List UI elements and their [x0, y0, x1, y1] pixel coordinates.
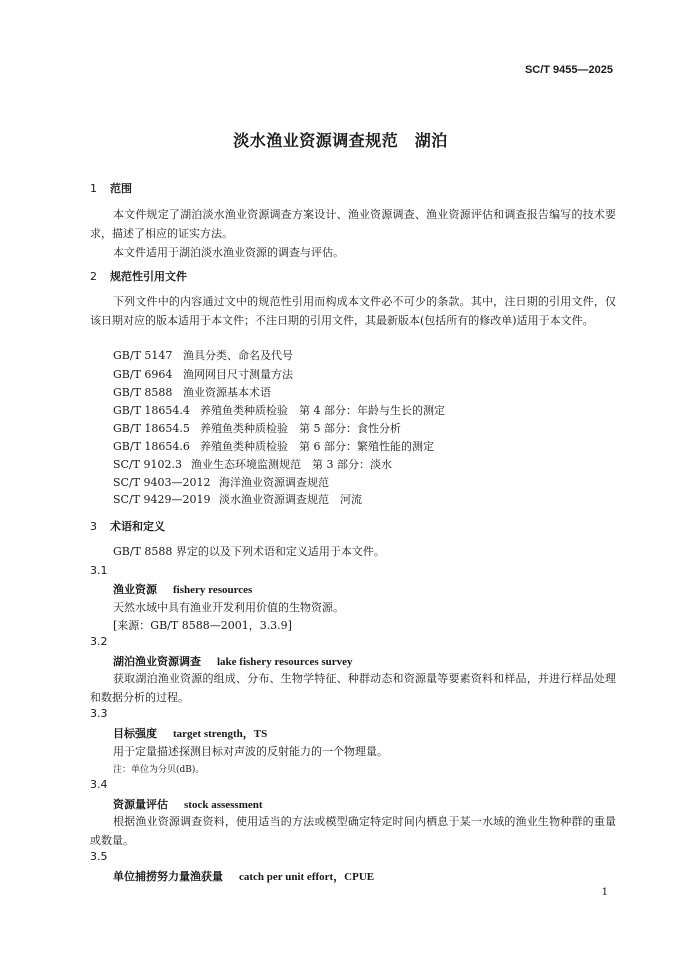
- term-zh: 渔业资源: [113, 583, 157, 596]
- term-note: 注：单位为分贝(dB)。: [113, 765, 205, 775]
- term-zh: 目标强度: [113, 727, 157, 740]
- reference-title: 渔业生态环境监测规范 第 3 部分：淡水: [191, 458, 392, 471]
- reference-item: [113, 384, 271, 400]
- paragraph: 下列文件中的内容通过文中的规范性引用而构成本文件必不可少的条款。其中，注日期的引用文件，仅该日期对应的版本适用于本文件；不注日期的引用文件，其最新版本(包括所有的修改单)适用于本文件。: [90, 295, 616, 327]
- term-heading: [113, 796, 263, 812]
- section-number: 2: [90, 270, 97, 283]
- section-heading-2: [90, 268, 187, 284]
- term-heading: [113, 581, 252, 597]
- reference-title: 渔网网目尺寸测量方法: [183, 368, 293, 381]
- reference-title: 养殖鱼类种质检验 第 4 部分：年龄与生长的测定: [200, 404, 445, 417]
- paragraph: 本文件规定了湖泊淡水渔业资源调查方案设计、渔业资源调查、渔业资源评估和调查报告编写的技术要求，描述了相应的证实方法。: [90, 208, 616, 240]
- term-definition: 用于定量描述探测目标对声波的反射能力的一个物理量。: [113, 745, 388, 758]
- term-en: target strength，TS: [173, 728, 268, 740]
- reference-code: GB/T 18654.4: [113, 404, 190, 417]
- reference-code: GB/T 5147: [113, 349, 173, 362]
- reference-code: GB/T 6964: [113, 368, 173, 381]
- terms-intro: GB/T 8588 界定的以及下列术语和定义适用于本文件。: [113, 545, 385, 558]
- paragraph: 根据渔业资源调查资料，使用适当的方法或模型确定特定时间内栖息于某一水域的渔业生物种群的重量或数量。: [90, 815, 616, 847]
- section-title: 规范性引用文件: [110, 270, 187, 283]
- reference-title: 养殖鱼类种质检验 第 6 部分：繁殖性能的测定: [200, 440, 434, 453]
- term-definition: 天然水域中具有渔业开发利用价值的生物资源。: [113, 601, 344, 614]
- term-source: [来源：GB/T 8588—2001，3.3.9]: [113, 619, 292, 632]
- term-zh: 资源量评估: [113, 798, 168, 811]
- reference-title: 渔业资源基本术语: [183, 386, 271, 399]
- reference-code: SC/T 9429—2019: [113, 493, 211, 506]
- reference-item: [113, 474, 329, 490]
- term-number: 3.2: [90, 635, 108, 648]
- term-definition: [90, 669, 616, 707]
- section-number: 3: [90, 520, 97, 533]
- scope-text: [90, 205, 616, 262]
- standard-code: SC/T 9455—2025: [524, 64, 613, 76]
- reference-code: GB/T 8588: [113, 386, 173, 399]
- normative-intro: [90, 292, 616, 330]
- page-number: 1: [601, 887, 608, 898]
- term-number: 3.5: [90, 850, 108, 863]
- term-definition: [90, 812, 616, 850]
- term-en: fishery resources: [173, 584, 253, 596]
- reference-code: SC/T 9102.3: [113, 458, 182, 471]
- reference-item: [113, 366, 293, 382]
- term-zh: 单位捕捞努力量渔获量: [113, 870, 223, 883]
- reference-code: SC/T 9403—2012: [113, 476, 211, 489]
- reference-item: [113, 402, 445, 418]
- reference-title: 海洋渔业资源调查规范: [219, 476, 329, 489]
- reference-title: 淡水渔业资源调查规范 河流: [219, 493, 362, 506]
- paragraph: 本文件适用于湖泊淡水渔业资源的调查与评估。: [113, 246, 344, 259]
- reference-code: GB/T 18654.6: [113, 440, 190, 453]
- term-en: stock assessment: [184, 799, 263, 811]
- document-title: 淡水渔业资源调查规范 湖泊: [233, 131, 448, 150]
- section-number: 1: [90, 182, 97, 195]
- term-zh: 湖泊渔业资源调查: [113, 655, 201, 668]
- reference-title: 渔具分类、命名及代号: [183, 349, 293, 362]
- term-heading: [113, 725, 267, 741]
- term-number: 3.4: [90, 778, 108, 791]
- term-number: 3.1: [90, 564, 108, 577]
- reference-code: GB/T 18654.5: [113, 422, 190, 435]
- term-en: catch per unit effort，CPUE: [239, 871, 375, 883]
- section-heading-3: [90, 518, 165, 534]
- term-heading: [113, 653, 353, 669]
- reference-item: [113, 456, 392, 472]
- section-title: 术语和定义: [110, 520, 165, 533]
- term-number: 3.3: [90, 707, 108, 720]
- section-heading-1: [90, 180, 132, 196]
- term-heading: [113, 868, 374, 884]
- term-en: lake fishery resources survey: [217, 656, 353, 668]
- paragraph: 获取湖泊渔业资源的组成、分布、生物学特征、种群动态和资源量等要素资料和样品，并进行样品处理和数据分析的过程。: [90, 672, 616, 704]
- reference-item: [113, 347, 293, 363]
- reference-item: [113, 420, 401, 436]
- reference-item: [113, 491, 362, 507]
- section-title: 范围: [110, 182, 132, 195]
- reference-title: 养殖鱼类种质检验 第 5 部分：食性分析: [200, 422, 401, 435]
- reference-item: [113, 438, 434, 454]
